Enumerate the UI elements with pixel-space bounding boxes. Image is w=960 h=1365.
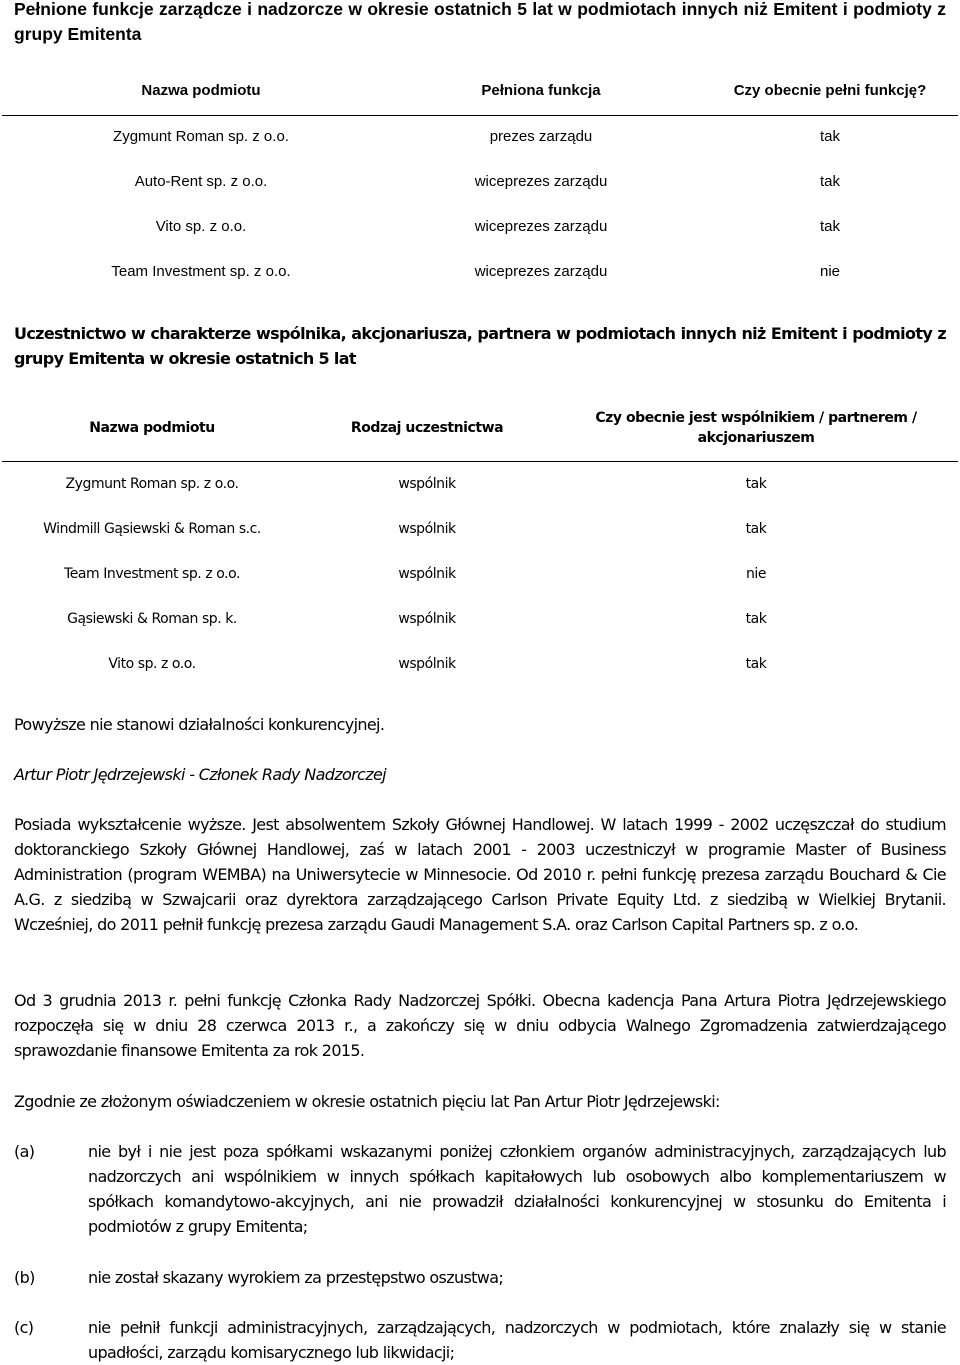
t1-cell-function: prezes zarządu (489, 128, 593, 145)
t1-cell-function: wiceprezes zarządu (474, 173, 608, 190)
bio-paragraph: Posiada wykształcenie wyższe. Jest absolwentem Szkoły Głównej Handlowej. W latach 1999 - 2002 uczęszczał do studium doktoranckiego Szkoły Głównej Handlowej, zaś w latach 2001 - 2003 uczestniczył w programie Master of Business Administration (program WEMBA) na Uniwersytecie w Minnesocie. Od 2010 r. pełni funkcję prezesa zarządu Bouchard & Cie A.G. z siedzibą w Szwajcarii oraz dyrektora zarządzającego Carlson Private Equity Ltd. z siedzibą w Wielkiej Brytanii. Wcześniej, do 2011 pełnił funkcję prezesa zarządu Gaudi Management S.A. oraz Carlson Capital Partners sp. z o.o. (14, 815, 946, 934)
person-heading: Artur Piotr Jędrzejewski - Członek Rady Nadzorczej (14, 765, 386, 784)
t2-header-name: Nazwa podmiotu (89, 420, 215, 436)
t2-cell-name: Team Investment sp. z o.o. (64, 566, 240, 582)
section1-heading: Pełnione funkcje zarządcze i nadzorcze w okresie ostatnich 5 lat w podmiotach innych niż Emitent i podmioty z grupy Emitenta (14, 0, 946, 44)
t2-header-rule (2, 461, 958, 462)
section2-heading: Uczestnictwo w charakterze wspólnika, akcjonariusza, partnera w podmiotach innych niż Emitent i podmioty z grupy Emitenta w okresie ostatnich 5 lat (14, 324, 946, 368)
t2-cell-current: tak (745, 476, 767, 492)
term-paragraph: Od 3 grudnia 2013 r. pełni funkcję Członka Rady Nadzorczej Spółki. Obecna kadencja Pana Artura Piotra Jędrzejewskiego rozpoczęła się w dniu 28 czerwca 2013 r., a zakończy się w dniu odbycia Walnego Zgromadzenia zatwierdzającego sprawozdanie finansowe Emitenta za rok 2015. (14, 991, 946, 1060)
list-item-text: nie pełnił funkcji administracyjnych, zarządzających, nadzorczych w podmiotach, które znalazły się w stanie upadłości, zarządu komisarycznego lub likwidacji; (88, 1318, 946, 1362)
t2-cell-name: Windmill Gąsiewski & Roman s.c. (43, 521, 261, 537)
t2-cell-current: tak (745, 656, 767, 672)
list-item-text: nie był i nie jest poza spółkami wskazanymi poniżej członkiem organów administracyjnych, zarządzających lub nadzorczych ani wspólnikiem w innych spółkach kapitałowych lub osobowych albo komplementariuszem w spółkach komandytowo-akcyjnych, ani nie prowadził działalności konkurencyjnej w stosunku do Emitenta i podmiotów z grupy Emitenta; (88, 1142, 946, 1236)
t2-cell-type: wspólnik (398, 521, 456, 537)
t2-cell-type: wspólnik (398, 476, 456, 492)
list-item-text: nie został skazany wyrokiem za przestępstwo oszustwa; (88, 1268, 504, 1287)
declaration-intro: Zgodnie ze złożonym oświadczeniem w okresie ostatnich pięciu lat Pan Artur Piotr Jędrzejewski: (14, 1092, 720, 1111)
t2-header-current: Czy obecnie jest wspólnikiem / partnerem / akcjonariuszem (595, 410, 917, 446)
t2-cell-type: wspólnik (398, 656, 456, 672)
t1-cell-name: Auto-Rent sp. z o.o. (134, 173, 268, 190)
t1-cell-name: Team Investment sp. z o.o. (111, 263, 291, 280)
t1-cell-current: tak (819, 218, 840, 235)
t1-cell-current: tak (819, 173, 840, 190)
t2-cell-current: nie (745, 566, 767, 582)
t2-header-type: Rodzaj uczestnictwa (350, 420, 504, 436)
t1-cell-function: wiceprezes zarządu (474, 263, 608, 280)
t2-cell-current: tak (745, 611, 767, 627)
t1-header-rule (2, 115, 958, 116)
t2-cell-type: wspólnik (398, 566, 456, 582)
t1-header-name: Nazwa podmiotu (141, 82, 261, 99)
t2-cell-name: Vito sp. z o.o. (108, 656, 196, 672)
t2-cell-current: tak (745, 521, 767, 537)
t1-cell-current: tak (819, 128, 840, 145)
t1-cell-name: Zygmunt Roman sp. z o.o. (113, 128, 289, 145)
t2-cell-type: wspólnik (398, 611, 456, 627)
t1-cell-name: Vito sp. z o.o. (155, 218, 247, 235)
list-item-label: (a) (14, 1142, 35, 1161)
t2-cell-name: Gąsiewski & Roman sp. k. (67, 611, 237, 627)
t1-header-function: Pełniona funkcja (481, 82, 601, 99)
t1-cell-function: wiceprezes zarządu (474, 218, 608, 235)
no-competition-note: Powyższe nie stanowi działalności konkurencyjnej. (14, 715, 385, 734)
t2-cell-name: Zygmunt Roman sp. z o.o. (65, 476, 239, 492)
list-item-label: (b) (14, 1268, 35, 1287)
list-item-label: (c) (14, 1318, 34, 1337)
t1-cell-current: nie (819, 263, 841, 280)
t1-header-current: Czy obecnie pełni funkcję? (733, 82, 927, 99)
